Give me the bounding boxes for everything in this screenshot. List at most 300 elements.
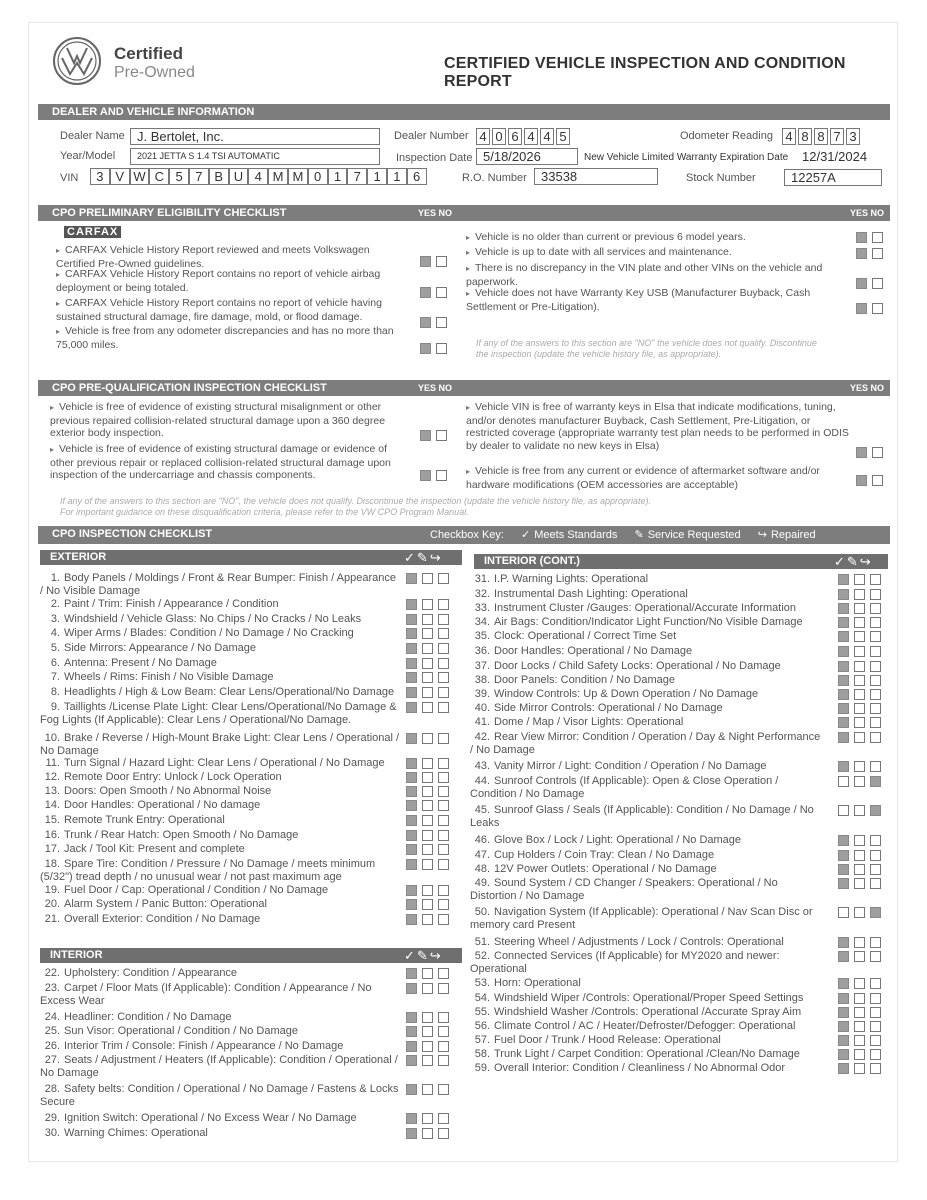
service-requested-checkbox[interactable]	[422, 599, 433, 610]
meets-standards-checkbox[interactable]	[406, 687, 417, 698]
eligibility-item-no-checkbox[interactable]	[436, 317, 447, 328]
service-requested-checkbox[interactable]	[854, 878, 865, 889]
eligibility-item-yes-checkbox[interactable]	[856, 248, 867, 259]
service-requested-checkbox[interactable]	[854, 589, 865, 600]
repaired-checkbox[interactable]	[438, 687, 449, 698]
service-requested-checkbox[interactable]	[422, 800, 433, 811]
item-text: Glove Box / Lock / Light: Operational / No Damage	[494, 834, 742, 846]
meets-standards-checkbox[interactable]	[838, 878, 849, 889]
item-text: Fuel Door / Cap: Operational / Condition / No Damage	[64, 884, 329, 896]
repaired-checkbox[interactable]	[870, 835, 881, 846]
eligibility-item-yes-checkbox[interactable]	[856, 232, 867, 243]
service-requested-checkbox[interactable]	[854, 805, 865, 816]
service-requested-checkbox[interactable]	[422, 772, 433, 783]
check-wrench-repair-icons-cont: ✓✎↪	[834, 554, 873, 569]
service-requested-checkbox[interactable]	[422, 844, 433, 855]
service-requested-checkbox[interactable]	[422, 628, 433, 639]
meets-standards-checkbox[interactable]	[838, 631, 849, 642]
item-text: Side Mirrors: Appearance / No Damage	[64, 642, 256, 654]
prequal-item-yes-checkbox[interactable]	[856, 475, 867, 486]
repaired-checkbox[interactable]	[438, 702, 449, 713]
service-requested-checkbox[interactable]	[854, 603, 865, 614]
checklist-item	[470, 630, 826, 643]
eligibility-item-no-checkbox[interactable]	[436, 256, 447, 267]
repaired-checkbox[interactable]	[438, 844, 449, 855]
repaired-checkbox[interactable]	[438, 1055, 449, 1066]
service-requested-checkbox[interactable]	[854, 646, 865, 657]
vin-field[interactable]	[90, 168, 427, 185]
checklist-item	[470, 602, 826, 615]
meets-standards-checkbox[interactable]	[406, 1012, 417, 1023]
repaired-checkbox[interactable]	[438, 830, 449, 841]
repaired-checkbox[interactable]	[870, 864, 881, 875]
eligibility-item	[56, 268, 406, 294]
checklist-item	[470, 877, 826, 903]
eligibility-item-no-checkbox[interactable]	[436, 343, 447, 354]
meets-standards-checkbox[interactable]	[838, 1035, 849, 1046]
dealer-number-field[interactable]	[476, 128, 570, 145]
meets-standards-checkbox[interactable]	[406, 859, 417, 870]
item-number: 38.	[474, 674, 490, 686]
meets-standards-checkbox[interactable]	[838, 661, 849, 672]
meets-standards-checkbox[interactable]	[838, 835, 849, 846]
eligibility-item	[56, 325, 406, 351]
item-text: Alarm System / Panic Button: Operational	[64, 898, 267, 910]
service-requested-checkbox[interactable]	[854, 661, 865, 672]
service-requested-checkbox[interactable]	[854, 1049, 865, 1060]
checklist-item	[40, 884, 402, 897]
repaired-checkbox[interactable]	[870, 937, 881, 948]
checklist-item	[470, 588, 826, 601]
checklist-item	[40, 1025, 402, 1038]
interior-cont-header: INTERIOR (CONT.)	[474, 554, 888, 569]
repaired-checkbox[interactable]	[438, 599, 449, 610]
item-number: 4.	[50, 627, 60, 639]
repaired-checkbox[interactable]	[438, 1128, 449, 1139]
ro-number-field[interactable]: 33538	[534, 168, 658, 185]
item-number: 45.	[474, 804, 490, 816]
eligibility-item-yes-checkbox[interactable]	[856, 278, 867, 289]
meets-standards-checkbox[interactable]	[838, 732, 849, 743]
repaired-checkbox[interactable]	[870, 617, 881, 628]
meets-standards-checkbox[interactable]	[406, 599, 417, 610]
service-requested-checkbox[interactable]	[422, 672, 433, 683]
service-requested-checkbox[interactable]	[854, 631, 865, 642]
meets-standards-checkbox[interactable]	[838, 646, 849, 657]
repaired-checkbox[interactable]	[870, 907, 881, 918]
repaired-checkbox[interactable]	[438, 786, 449, 797]
repaired-checkbox[interactable]	[438, 885, 449, 896]
prequal-item	[50, 401, 406, 440]
bullet-icon: ▸	[50, 403, 55, 412]
prequal-item-no-checkbox[interactable]	[436, 430, 447, 441]
meets-standards-checkbox[interactable]	[406, 643, 417, 654]
meets-standards-checkbox[interactable]	[406, 830, 417, 841]
repaired-checkbox[interactable]	[870, 978, 881, 989]
repaired-checkbox[interactable]	[870, 878, 881, 889]
service-requested-checkbox[interactable]	[854, 574, 865, 585]
bullet-icon: ▸	[56, 299, 61, 308]
eligibility-item-no-checkbox[interactable]	[872, 303, 883, 314]
eligibility-item-no-checkbox[interactable]	[872, 278, 883, 289]
service-requested-checkbox[interactable]	[422, 1026, 433, 1037]
repaired-checkbox[interactable]	[870, 1035, 881, 1046]
checklist-item	[470, 760, 826, 773]
dealer-name-field[interactable]: J. Bertolet, Inc.	[130, 128, 380, 145]
repaired-checkbox[interactable]	[438, 628, 449, 639]
service-requested-checkbox[interactable]	[422, 914, 433, 925]
service-requested-checkbox[interactable]	[854, 617, 865, 628]
meets-standards-checkbox[interactable]	[406, 800, 417, 811]
checklist-item	[40, 829, 402, 842]
item-text: Vanity Mirror / Light: Condition / Operation / No Damage	[494, 760, 767, 772]
service-requested-checkbox[interactable]	[422, 687, 433, 698]
service-requested-checkbox[interactable]	[422, 830, 433, 841]
prequal-item-no-checkbox[interactable]	[436, 470, 447, 481]
meets-standards-checkbox[interactable]	[406, 786, 417, 797]
meets-standards-checkbox[interactable]	[406, 702, 417, 713]
eligibility-item-yes-checkbox[interactable]	[420, 317, 431, 328]
meets-standards-checkbox[interactable]	[838, 689, 849, 700]
dealer-number-digit: 4	[524, 128, 538, 145]
item-text: Turn Signal / Hazard Light: Clear Lens / Operational / No Damage	[64, 757, 385, 769]
repaired-checkbox[interactable]	[870, 631, 881, 642]
eligibility-item-no-checkbox[interactable]	[872, 232, 883, 243]
service-requested-checkbox[interactable]	[422, 1041, 433, 1052]
item-text: Safety belts: Condition / Operational / No Damage / Fastens & Locks Secure	[40, 1083, 399, 1108]
repaired-checkbox[interactable]	[870, 574, 881, 585]
meets-standards-checkbox[interactable]	[406, 628, 417, 639]
eligibility-item-yes-checkbox[interactable]	[420, 256, 431, 267]
year-model-field[interactable]: 2021 JETTA S 1.4 TSI AUTOMATIC	[130, 148, 380, 165]
year-model-label: Year/Model	[60, 150, 116, 162]
meets-standards-checkbox[interactable]	[406, 815, 417, 826]
bullet-icon: ▸	[466, 264, 471, 273]
repaired-checkbox[interactable]	[870, 1007, 881, 1018]
item-number: 39.	[474, 688, 490, 700]
service-requested-checkbox[interactable]	[854, 864, 865, 875]
meets-standards-checkbox[interactable]	[838, 703, 849, 714]
checklist-item	[40, 858, 402, 884]
meets-standards-checkbox[interactable]	[406, 1113, 417, 1124]
repaired-checkbox[interactable]	[438, 968, 449, 979]
meets-standards-checkbox[interactable]	[838, 1063, 849, 1074]
item-number: 27.	[44, 1054, 60, 1066]
checklist-item	[40, 657, 402, 670]
meets-standards-checkbox[interactable]	[406, 914, 417, 925]
bullet-icon: ▸	[56, 246, 61, 255]
checklist-item	[470, 863, 826, 876]
prequal-item-yes-checkbox[interactable]	[420, 430, 431, 441]
meets-standards-checkbox[interactable]	[838, 993, 849, 1004]
service-requested-checkbox[interactable]	[854, 1021, 865, 1032]
repaired-checkbox[interactable]	[870, 689, 881, 700]
eligibility-item-text: Vehicle is up to date with all services and maintenance.	[475, 246, 732, 258]
meets-standards-checkbox[interactable]	[406, 1084, 417, 1095]
bullet-icon: ▸	[466, 467, 471, 476]
item-text: Navigation System (If Applicable): Operational / Nav Scan Disc or memory card Present	[470, 906, 813, 931]
repaired-checkbox[interactable]	[870, 675, 881, 686]
repaired-checkbox[interactable]	[438, 1084, 449, 1095]
repaired-checkbox[interactable]	[870, 776, 881, 787]
eligibility-item-yes-checkbox[interactable]	[420, 343, 431, 354]
item-text: Rear View Mirror: Condition / Operation / Day & Night Performance / No Damage	[470, 731, 821, 756]
checklist-item	[40, 982, 402, 1008]
meets-standards-checkbox[interactable]	[838, 776, 849, 787]
meets-standards-checkbox[interactable]	[406, 844, 417, 855]
repaired-checkbox[interactable]	[438, 1026, 449, 1037]
service-requested-checkbox[interactable]	[854, 951, 865, 962]
item-text: Window Controls: Up & Down Operation / No Damage	[494, 688, 759, 700]
item-number: 20.	[44, 898, 60, 910]
service-requested-checkbox[interactable]	[422, 983, 433, 994]
service-requested-checkbox[interactable]	[422, 1084, 433, 1095]
item-number: 18.	[44, 858, 60, 870]
item-number: 55.	[474, 1006, 490, 1018]
repaired-checkbox[interactable]	[870, 805, 881, 816]
service-requested-checkbox[interactable]	[422, 643, 433, 654]
dealer-number-digit: 4	[476, 128, 490, 145]
service-requested-checkbox[interactable]	[422, 1113, 433, 1124]
repaired-checkbox[interactable]	[438, 573, 449, 584]
service-requested-checkbox[interactable]	[422, 733, 433, 744]
meets-standards-checkbox[interactable]	[838, 805, 849, 816]
stock-number-field[interactable]: 12257A	[784, 169, 882, 186]
service-requested-checkbox[interactable]	[422, 658, 433, 669]
item-number: 33.	[474, 602, 490, 614]
checklist-item	[470, 804, 826, 830]
meets-standards-checkbox[interactable]	[406, 983, 417, 994]
item-number: 19.	[44, 884, 60, 896]
service-requested-checkbox[interactable]	[854, 1035, 865, 1046]
item-text: Spare Tire: Condition / Pressure / No Damage / meets minimum (5/32") tread depth / no unusual wear / not past maximum age	[40, 858, 376, 883]
item-text: Connected Services (If Applicable) for MY2020 and newer: Operational	[470, 950, 780, 975]
service-requested-checkbox[interactable]	[422, 1128, 433, 1139]
repaired-checkbox[interactable]	[438, 1041, 449, 1052]
ro-number-label: R.O. Number	[462, 172, 527, 184]
service-requested-checkbox[interactable]	[854, 761, 865, 772]
repaired-checkbox[interactable]	[870, 761, 881, 772]
repaired-checkbox[interactable]	[870, 951, 881, 962]
repaired-checkbox[interactable]	[438, 983, 449, 994]
repaired-checkbox[interactable]	[438, 672, 449, 683]
odometer-field[interactable]	[782, 128, 860, 145]
item-number: 59.	[474, 1062, 490, 1074]
service-requested-checkbox[interactable]	[854, 993, 865, 1004]
service-requested-checkbox[interactable]	[854, 978, 865, 989]
service-requested-checkbox[interactable]	[422, 815, 433, 826]
meets-standards-checkbox[interactable]	[406, 1026, 417, 1037]
carfax-logo: CARFAX	[64, 226, 121, 238]
service-requested-checkbox[interactable]	[422, 899, 433, 910]
item-number: 28.	[44, 1083, 60, 1095]
eligibility-item-yes-checkbox[interactable]	[856, 303, 867, 314]
service-requested-checkbox[interactable]	[422, 1055, 433, 1066]
meets-standards-checkbox[interactable]	[838, 1007, 849, 1018]
meets-standards-checkbox[interactable]	[838, 1021, 849, 1032]
item-text: Air Bags: Condition/Indicator Light Function/No Visible Damage	[494, 616, 803, 628]
service-requested-checkbox[interactable]	[854, 675, 865, 686]
repaired-checkbox[interactable]	[870, 732, 881, 743]
meets-standards-checkbox[interactable]	[838, 761, 849, 772]
vin-digit: 6	[407, 168, 427, 185]
inspection-date-field[interactable]: 5/18/2026	[476, 148, 578, 165]
odometer-label: Odometer Reading	[680, 130, 773, 142]
eligibility-item-text: Vehicle is free from any odometer discrepancies and has no more than 75,000 miles.	[56, 325, 394, 351]
prequal-item-text: Vehicle is free from any current or evidence of aftermarket software and/or hardware modifications (OEM accessories are acceptable)	[466, 465, 820, 491]
meets-standards-checkbox[interactable]	[838, 589, 849, 600]
prequal-item-no-checkbox[interactable]	[872, 447, 883, 458]
service-requested-checkbox[interactable]	[854, 689, 865, 700]
meets-standards-checkbox[interactable]	[838, 951, 849, 962]
service-requested-checkbox[interactable]	[854, 907, 865, 918]
service-requested-checkbox[interactable]	[854, 732, 865, 743]
vin-digit: 3	[90, 168, 110, 185]
service-requested-checkbox[interactable]	[854, 937, 865, 948]
repaired-checkbox[interactable]	[870, 589, 881, 600]
meets-standards-checkbox[interactable]	[406, 758, 417, 769]
service-requested-checkbox[interactable]	[854, 703, 865, 714]
repaired-checkbox[interactable]	[438, 614, 449, 625]
repaired-checkbox[interactable]	[438, 899, 449, 910]
odometer-digit: 8	[814, 128, 828, 145]
service-requested-checkbox[interactable]	[422, 614, 433, 625]
repaired-checkbox[interactable]	[870, 646, 881, 657]
checklist-item	[470, 573, 826, 586]
meets-standards-checkbox[interactable]	[838, 603, 849, 614]
repaired-checkbox[interactable]	[438, 658, 449, 669]
meets-standards-checkbox[interactable]	[838, 617, 849, 628]
item-text: Carpet / Floor Mats (If Applicable): Condition / Appearance / No Excess Wear	[40, 982, 372, 1007]
checklist-item	[470, 660, 826, 673]
meets-standards-checkbox[interactable]	[838, 574, 849, 585]
repaired-checkbox[interactable]	[870, 703, 881, 714]
meets-standards-checkbox[interactable]	[406, 772, 417, 783]
meets-standards-checkbox[interactable]	[406, 968, 417, 979]
item-number: 52.	[474, 950, 490, 962]
eligibility-item-no-checkbox[interactable]	[436, 287, 447, 298]
prequal-item-text: Vehicle VIN is free of warranty keys in Elsa that indicate modifications, tuning, and/or denotes manufacturer Buyback, Cash Settlement, Pre-Litigation, or restricted coverage (appropriate warranty test plan needs to be performed in ODIS by dealer to validate no new keys in Elsa)	[466, 401, 849, 452]
item-text: Seats / Adjustment / Heaters (If Applicable): Condition / Operational / No Damage	[40, 1054, 398, 1079]
meets-standards-checkbox[interactable]	[838, 864, 849, 875]
service-requested-checkbox[interactable]	[422, 968, 433, 979]
page-title: CERTIFIED VEHICLE INSPECTION AND CONDITION REPORT	[444, 55, 846, 90]
repaired-checkbox[interactable]	[438, 772, 449, 783]
repaired-checkbox[interactable]	[870, 850, 881, 861]
vw-logo-icon	[52, 36, 102, 86]
service-requested-checkbox[interactable]	[422, 885, 433, 896]
meets-standards-checkbox[interactable]	[838, 717, 849, 728]
repaired-checkbox[interactable]	[870, 717, 881, 728]
meets-standards-checkbox[interactable]	[406, 733, 417, 744]
meets-standards-checkbox[interactable]	[838, 937, 849, 948]
meets-standards-checkbox[interactable]	[406, 1055, 417, 1066]
meets-standards-checkbox[interactable]	[838, 850, 849, 861]
eligibility-item-yes-checkbox[interactable]	[420, 287, 431, 298]
service-requested-checkbox[interactable]	[854, 850, 865, 861]
meets-standards-checkbox[interactable]	[838, 675, 849, 686]
repaired-checkbox[interactable]	[870, 993, 881, 1004]
item-text: Upholstery: Condition / Appearance	[64, 967, 238, 979]
item-text: Windshield Washer /Controls: Operational /Accurate Spray Aim	[494, 1006, 802, 1018]
repaired-checkbox[interactable]	[438, 733, 449, 744]
item-text: Overall Exterior: Condition / No Damage	[64, 913, 261, 925]
meets-standards-checkbox[interactable]	[838, 1049, 849, 1060]
meets-standards-checkbox[interactable]	[406, 573, 417, 584]
service-requested-checkbox[interactable]	[422, 859, 433, 870]
service-requested-checkbox[interactable]	[422, 786, 433, 797]
meets-standards-checkbox[interactable]	[406, 672, 417, 683]
repaired-checkbox[interactable]	[438, 859, 449, 870]
meets-standards-checkbox[interactable]	[406, 899, 417, 910]
eligibility-item-no-checkbox[interactable]	[872, 248, 883, 259]
service-requested-checkbox[interactable]	[422, 573, 433, 584]
vin-digit: 7	[189, 168, 209, 185]
meets-standards-checkbox[interactable]	[406, 614, 417, 625]
repaired-checkbox[interactable]	[438, 758, 449, 769]
vin-digit: 7	[347, 168, 367, 185]
repaired-checkbox[interactable]	[438, 1012, 449, 1023]
item-number: 48.	[474, 863, 490, 875]
repaired-checkbox[interactable]	[438, 914, 449, 925]
service-requested-checkbox[interactable]	[854, 835, 865, 846]
service-requested-checkbox[interactable]	[422, 1012, 433, 1023]
service-requested-checkbox[interactable]	[854, 776, 865, 787]
repaired-checkbox[interactable]	[438, 643, 449, 654]
item-text: Sunroof Controls (If Applicable): Open & Close Operation / Condition / No Damage	[470, 775, 779, 800]
service-requested-checkbox[interactable]	[422, 758, 433, 769]
prequal-item-yes-checkbox[interactable]	[856, 447, 867, 458]
repaired-checkbox[interactable]	[438, 800, 449, 811]
meets-standards-checkbox[interactable]	[838, 978, 849, 989]
warranty-date-field[interactable]: 12/31/2024	[802, 149, 868, 164]
inspection-section-header: CPO INSPECTION CHECKLIST	[38, 526, 890, 544]
repaired-checkbox[interactable]	[870, 1049, 881, 1060]
service-requested-checkbox[interactable]	[422, 702, 433, 713]
repaired-checkbox[interactable]	[870, 661, 881, 672]
item-text: Sun Visor: Operational / Condition / No Damage	[64, 1025, 298, 1037]
meets-standards-checkbox[interactable]	[406, 658, 417, 669]
service-requested-checkbox[interactable]	[854, 717, 865, 728]
prequal-item-no-checkbox[interactable]	[872, 475, 883, 486]
checklist-item	[40, 701, 402, 727]
service-requested-checkbox[interactable]	[854, 1007, 865, 1018]
checklist-item	[40, 1112, 402, 1125]
repaired-checkbox[interactable]	[870, 1021, 881, 1032]
prequal-item	[50, 443, 406, 482]
meets-standards-checkbox[interactable]	[838, 907, 849, 918]
item-text: Remote Door Entry: Unlock / Lock Operation	[64, 771, 282, 783]
repaired-checkbox[interactable]	[438, 815, 449, 826]
repaired-checkbox[interactable]	[870, 1063, 881, 1074]
item-text: Headliner: Condition / No Damage	[64, 1011, 232, 1023]
wrench-icon: ✎	[634, 529, 644, 541]
bullet-icon: ▸	[466, 233, 471, 242]
item-number: 5.	[50, 642, 60, 654]
eligibility-section-header: CPO PRELIMINARY ELIGIBILITY CHECKLIST YES NO YES NO	[38, 205, 890, 221]
service-requested-checkbox[interactable]	[854, 1063, 865, 1074]
meets-standards-checkbox[interactable]	[406, 1041, 417, 1052]
prequal-item-yes-checkbox[interactable]	[420, 470, 431, 481]
meets-standards-checkbox[interactable]	[406, 885, 417, 896]
item-text: Windshield / Vehicle Glass: No Chips / No Cracks / No Leaks	[64, 613, 362, 625]
dealer-number-digit: 5	[556, 128, 570, 145]
repaired-icon: ↪	[757, 529, 767, 541]
odometer-digit: 7	[830, 128, 844, 145]
meets-standards-checkbox[interactable]	[406, 1128, 417, 1139]
repaired-checkbox[interactable]	[438, 1113, 449, 1124]
repaired-checkbox[interactable]	[870, 603, 881, 614]
